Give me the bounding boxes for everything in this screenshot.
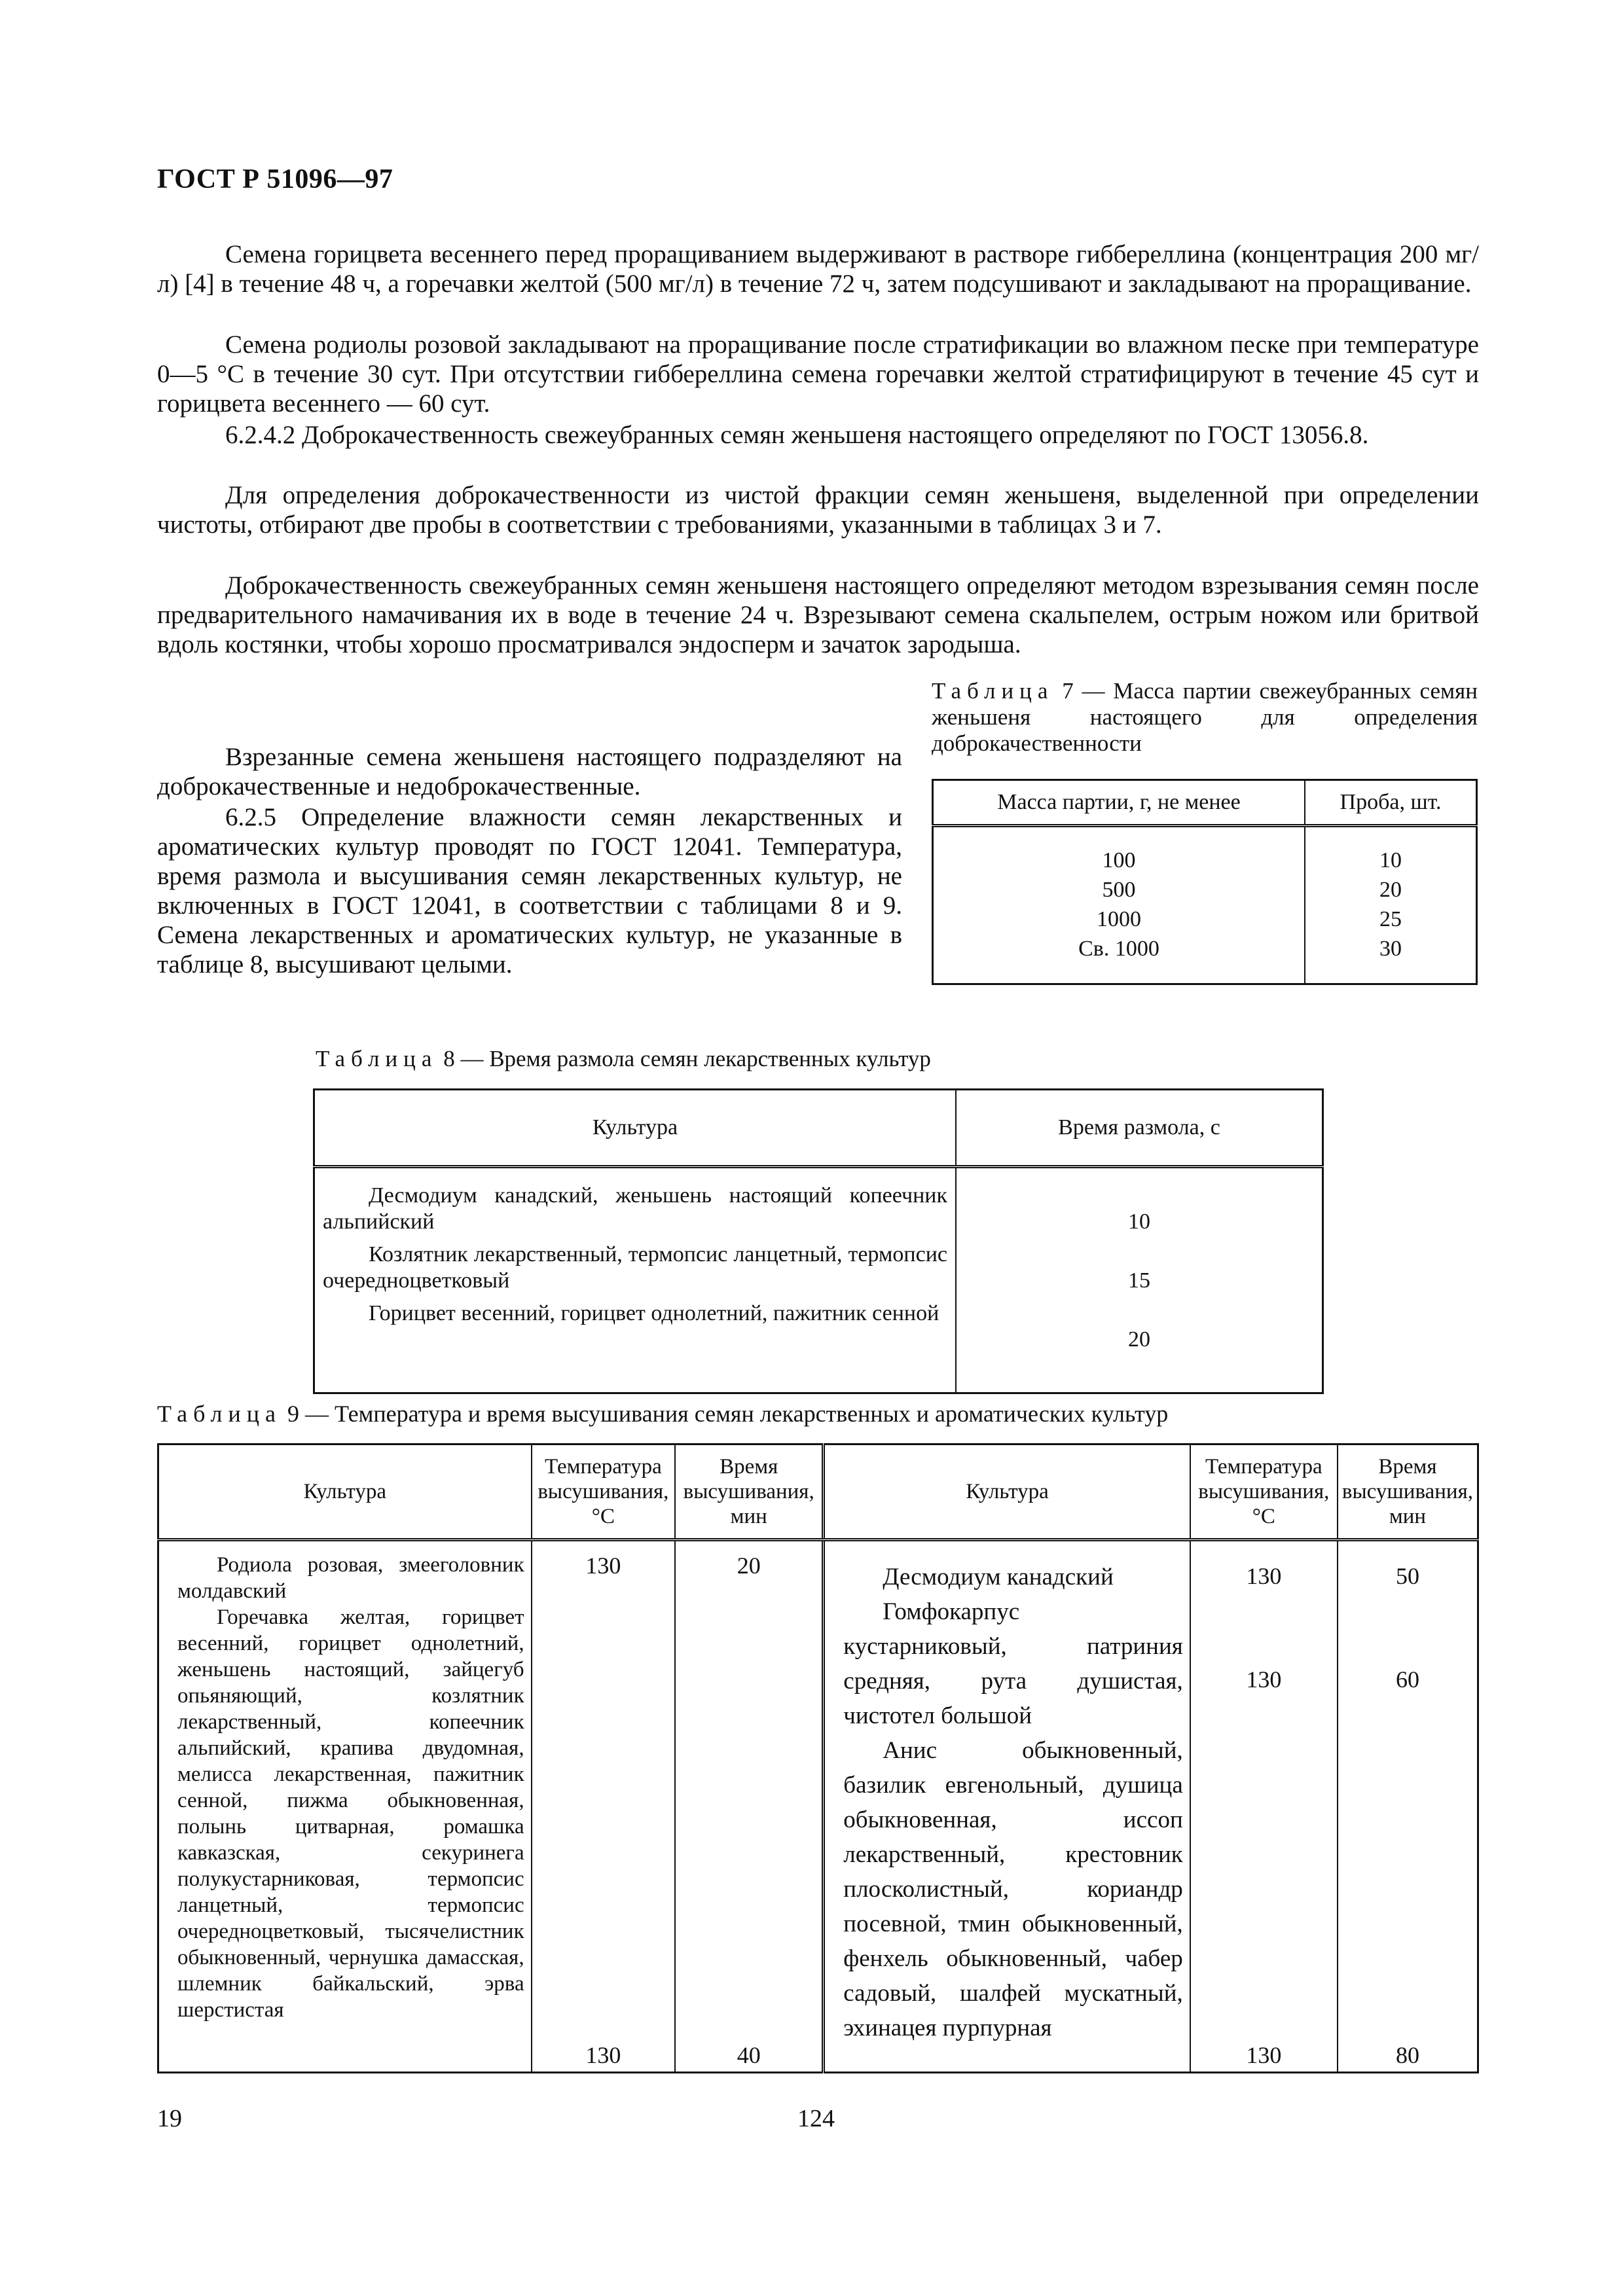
table7-caption-text: 7 — Масса партии свежеубранных семян женьшеня настоящего для определения доброкачественности [932, 678, 1478, 756]
table-7 [932, 779, 1478, 985]
table8-culture-row: Козлятник лекарственный, термопсис ланцетный, термопсис очередноцветковый [323, 1242, 947, 1293]
table9-left-cultures [177, 1552, 524, 2023]
table9-header-temp-right: Температура высушивания, °С [1190, 1444, 1338, 1540]
table8-header-time: Время размола, с [956, 1090, 1323, 1167]
table9-header-culture-left: Культура [158, 1444, 532, 1540]
paragraph-6-2-4-2: 6.2.4.2 Доброкачественность свежеубранных семян женьшеня настоящего определяют по ГОСТ 13056.8. [225, 421, 1369, 449]
table9-right-temps-cell [1190, 1540, 1338, 2073]
table9-value: 130 [1246, 1563, 1282, 1589]
table7-cell: 500 [1102, 878, 1136, 902]
table9-caption-text: 9 — Температура и время высушивания семян лекарственных и ароматических культур [287, 1401, 1169, 1427]
table7-header-mass: Масса партии, г, не менее [933, 780, 1305, 826]
paragraph-cutting-text: Доброкачественность свежеубранных семян женьшеня настоящего определяют методом взрезывания семян после предварительного намачивания их в воде в течение 24 ч. Взрезывают семена скальпелем, острым ножом или бритвой вдоль костянки, чтобы хорошо просматривался эндосперм и зачаток зародыша. [157, 571, 1479, 658]
table9-right-cultures-cell [824, 1540, 1190, 2073]
table8-cultures-column [314, 1167, 957, 1393]
table7-cell: 25 [1379, 907, 1402, 931]
paragraph-classification: Взрезанные семена женьшеня настоящего подразделяют на доброкачественные и недоброкачественные. [157, 743, 902, 800]
table9-value: 20 [737, 1552, 761, 1579]
table7-cell: 1000 [1097, 907, 1141, 931]
table8-time-value: 10 [1128, 1210, 1150, 1234]
page-number-left: 19 [157, 2105, 182, 2132]
paragraph-sampling: Для определения доброкачественности из чистой фракции семян женьшеня, выделенной при определении чистоты, отбирают две пробы в соответствии с требованиями, указанными в таблицах 3 и 7. [157, 481, 1479, 539]
table7-header-sample: Проба, шт. [1305, 780, 1477, 826]
table7-mass-column [933, 826, 1305, 984]
table7-sample-column [1305, 826, 1477, 984]
table9-left-temps-cell [532, 1540, 676, 2073]
table7-cell: 30 [1379, 937, 1402, 961]
paragraph-6-2-5: 6.2.5 Определение влажности семян лекарственных и ароматических культур проводят по ГОСТ 12041. Температура, время размола и высушивания семян лекарственных культур, не включенных в ГОСТ 12041, в соответствии с таблицами 8 и 9. Семена лекарственных и ароматических культур, не указанные в таблице 8, высушивают целыми. [157, 803, 902, 978]
table8-header-culture: Культура [314, 1090, 957, 1167]
table9-header-time-left: Время высушивания, мин [675, 1444, 824, 1540]
table9-value: 60 [1395, 1666, 1419, 1693]
table-9 [157, 1443, 1479, 2073]
document-header: ГОСТ Р 51096—97 [157, 164, 393, 194]
table9-right-cultures [843, 1560, 1183, 2045]
table8-times-column [956, 1167, 1323, 1393]
table7-caption-label: Таблица [932, 678, 1054, 704]
table8-culture-row: Десмодиум канадский, женьшень настоящий копеечник альпийский [323, 1183, 947, 1234]
table9-value: 130 [1246, 1666, 1282, 1693]
paragraph-rhodiola: Семена родиолы розовой закладывают на проращивание после стратификации во влажном песке при температуре 0—5 °С в течение 30 сут. При отсутствии гиббереллина семена горечавки желтой стратифицируют в течение 45 сут и горицвета весеннего — 60 сут. [157, 331, 1479, 418]
table9-left-cultures-cell [158, 1540, 532, 2073]
table9-header-time-right: Время высушивания, мин [1338, 1444, 1478, 1540]
table7-cell: 20 [1379, 878, 1402, 902]
paragraph-gibberellin: Семена горицвета весеннего перед проращиванием выдерживают в растворе гиббереллина (концентрация 200 мг/л) [4] в течение 48 ч, а горечавки желтой (500 мг/л) в течение 72 ч, затем подсушивают и закладывают на проращивание. [157, 240, 1479, 298]
table7-caption [932, 678, 1478, 757]
table7-cell: Св. 1000 [1078, 937, 1159, 961]
table9-caption-label: Таблица [157, 1401, 282, 1427]
table9-value: 130 [585, 1552, 621, 1579]
table9-value: 130 [585, 2042, 621, 2068]
table9-culture-group: Десмодиум канадский [883, 1564, 1114, 1590]
table8-time-value: 20 [1128, 1327, 1150, 1352]
table7-cell: 100 [1102, 848, 1136, 872]
table9-value: 40 [737, 2042, 761, 2068]
table8-caption [316, 1046, 1363, 1072]
table8-culture-row: Горицвет весенний, горицвет однолетний, пажитник сенной [369, 1301, 939, 1325]
table8-time-value: 15 [1128, 1268, 1150, 1293]
table8-caption-text: 8 — Время размола семян лекарственных культур [443, 1046, 931, 1071]
table9-value: 130 [1246, 2042, 1282, 2068]
page-number-center: 124 [797, 2105, 835, 2132]
table9-culture-group: Горечавка желтая, горицвет весенний, горицвет однолетний, женьшень настоящий, зайцегуб опьяняющий, козлятник лекарственный, копеечник альпийский, крапива двудомная, мелисса лекарственная, пажитник сенной, пижма обыкновенная, полынь цитварная, ромашка кавказская, секуринега полукустарниковая, термопсис ланцетный, термопсис очередноцветковый, тысячелистник обыкновенный, чернушка дамасская, шлемник байкальский, эрва шерстистая [177, 1605, 524, 2022]
table9-caption [157, 1401, 1486, 1427]
table9-culture-group: Родиола розовая, змееголовник молдавский [177, 1553, 524, 1603]
table7-cell: 10 [1379, 848, 1402, 872]
table9-value: 50 [1395, 1563, 1419, 1589]
table8-caption-label: Таблица [316, 1046, 438, 1071]
table-8 [313, 1088, 1324, 1394]
table9-left-times-cell [675, 1540, 824, 2073]
table9-value: 80 [1395, 2042, 1419, 2068]
table9-right-times-cell [1338, 1540, 1478, 2073]
table9-header-culture-right: Культура [824, 1444, 1190, 1540]
table9-header-temp-left: Температура высушивания, °С [532, 1444, 676, 1540]
table9-culture-group: Гомфокарпус кустарниковый, патриния средняя, рута душистая, чистотел большой [843, 1598, 1183, 1729]
table9-culture-group: Анис обыкновенный, базилик евгенольный, душица обыкновенная, иссоп лекарственный, крестовник плосколистный, кориандр посевной, тмин обыкновенный, фенхель обыкновенный, чабер садовый, шалфей мускатный, эхинацея пурпурная [843, 1737, 1183, 2041]
